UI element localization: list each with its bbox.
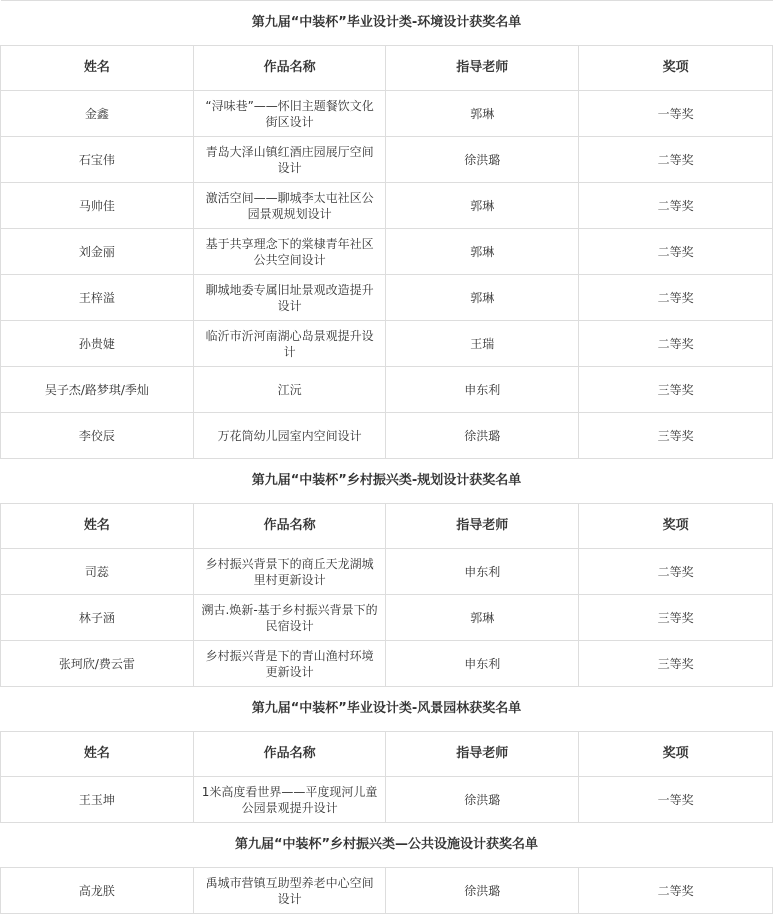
header-advisor: 指导老师: [386, 732, 579, 777]
advisor-cell: 申东利: [386, 641, 579, 687]
header-name: 姓名: [1, 46, 194, 91]
table-row: [1, 229, 773, 275]
table-row: [1, 367, 773, 413]
award-cell: 三等奖: [579, 367, 773, 413]
work-title-cell: 1米高度看世界——平度现河儿童公园景观提升设计: [193, 777, 386, 823]
section-title: 第九届“中装杯”毕业设计类-环境设计获奖名单: [1, 1, 773, 46]
name-cell: 王梓溢: [1, 275, 194, 321]
header-advisor: 指导老师: [386, 504, 579, 549]
advisor-cell: 徐洪璐: [386, 868, 579, 914]
advisor-cell: 郭琳: [386, 183, 579, 229]
name-cell: 李佼辰: [1, 413, 194, 459]
advisor-cell: 郭琳: [386, 229, 579, 275]
work-title-cell: 激活空间——聊城李太屯社区公园景观规划设计: [193, 183, 386, 229]
table-row: [1, 137, 773, 183]
award-cell: 一等奖: [579, 777, 773, 823]
award-cell: 三等奖: [579, 641, 773, 687]
name-cell: 高龙朕: [1, 868, 194, 914]
advisor-cell: 申东利: [386, 549, 579, 595]
name-cell: 刘金丽: [1, 229, 194, 275]
table-row: [1, 275, 773, 321]
header-work-title: 作品名称: [193, 46, 386, 91]
section-title: 第九届“中装杯”乡村振兴类-规划设计获奖名单: [1, 459, 773, 504]
award-cell: 二等奖: [579, 229, 773, 275]
advisor-cell: 申东利: [386, 367, 579, 413]
advisor-cell: 徐洪璐: [386, 413, 579, 459]
advisor-cell: 郭琳: [386, 595, 579, 641]
header-work-title: 作品名称: [193, 504, 386, 549]
name-cell: 金鑫: [1, 91, 194, 137]
work-title-cell: 青岛大泽山镇红酒庄园展厅空间设计: [193, 137, 386, 183]
work-title-cell: “浔味巷”——怀旧主题餐饮文化街区设计: [193, 91, 386, 137]
award-cell: 一等奖: [579, 91, 773, 137]
work-title-cell: 溯古.焕新-基于乡村振兴背景下的民宿设计: [193, 595, 386, 641]
header-name: 姓名: [1, 504, 194, 549]
name-cell: 司蕊: [1, 549, 194, 595]
name-cell: 马帅佳: [1, 183, 194, 229]
section-title-row: [1, 687, 773, 732]
advisor-cell: 徐洪璐: [386, 777, 579, 823]
award-cell: 三等奖: [579, 595, 773, 641]
header-award: 奖项: [579, 732, 773, 777]
work-title-cell: 江沅: [193, 367, 386, 413]
award-cell: 二等奖: [579, 549, 773, 595]
advisor-cell: 徐洪璐: [386, 137, 579, 183]
name-cell: 王玉坤: [1, 777, 194, 823]
header-work-title: 作品名称: [193, 732, 386, 777]
award-cell: 二等奖: [579, 868, 773, 914]
work-title-cell: 聊城地委专属旧址景观改造提升设计: [193, 275, 386, 321]
table-row: [1, 549, 773, 595]
award-cell: 二等奖: [579, 321, 773, 367]
column-header-row: [1, 504, 773, 549]
work-title-cell: 乡村振兴背景下的商丘天龙湖城里村更新设计: [193, 549, 386, 595]
advisor-cell: 王瑞: [386, 321, 579, 367]
work-title-cell: 临沂市沂河南湖心岛景观提升设计: [193, 321, 386, 367]
name-cell: 张珂欣/费云雷: [1, 641, 194, 687]
work-title-cell: 禹城市营镇互助型养老中心空间设计: [193, 868, 386, 914]
header-advisor: 指导老师: [386, 46, 579, 91]
work-title-cell: 基于共享理念下的棠棣青年社区公共空间设计: [193, 229, 386, 275]
section-title-row: [1, 823, 773, 868]
section-title-row: [1, 1, 773, 46]
table-row: [1, 595, 773, 641]
award-cell: 三等奖: [579, 413, 773, 459]
section-title: 第九届“中装杯”乡村振兴类—公共设施设计获奖名单: [1, 823, 773, 868]
award-cell: 二等奖: [579, 183, 773, 229]
header-name: 姓名: [1, 732, 194, 777]
work-title-cell: 乡村振兴背是下的青山渔村环境更新设计: [193, 641, 386, 687]
award-cell: 二等奖: [579, 275, 773, 321]
table-row: [1, 183, 773, 229]
table-row: [1, 321, 773, 367]
table-row: [1, 777, 773, 823]
work-title-cell: 万花筒幼儿园室内空间设计: [193, 413, 386, 459]
table-row: [1, 413, 773, 459]
name-cell: 孙贵婕: [1, 321, 194, 367]
section-title-row: [1, 459, 773, 504]
header-award: 奖项: [579, 504, 773, 549]
header-award: 奖项: [579, 46, 773, 91]
advisor-cell: 郭琳: [386, 275, 579, 321]
table-row: [1, 91, 773, 137]
column-header-row: [1, 732, 773, 777]
table-row: [1, 641, 773, 687]
award-cell: 二等奖: [579, 137, 773, 183]
table-row: [1, 868, 773, 914]
section-title: 第九届“中装杯”毕业设计类-风景园林获奖名单: [1, 687, 773, 732]
name-cell: 吴子杰/路梦琪/季灿: [1, 367, 194, 413]
name-cell: 石宝伟: [1, 137, 194, 183]
awards-table-body: [1, 1, 773, 914]
name-cell: 林子涵: [1, 595, 194, 641]
advisor-cell: 郭琳: [386, 91, 579, 137]
column-header-row: [1, 46, 773, 91]
